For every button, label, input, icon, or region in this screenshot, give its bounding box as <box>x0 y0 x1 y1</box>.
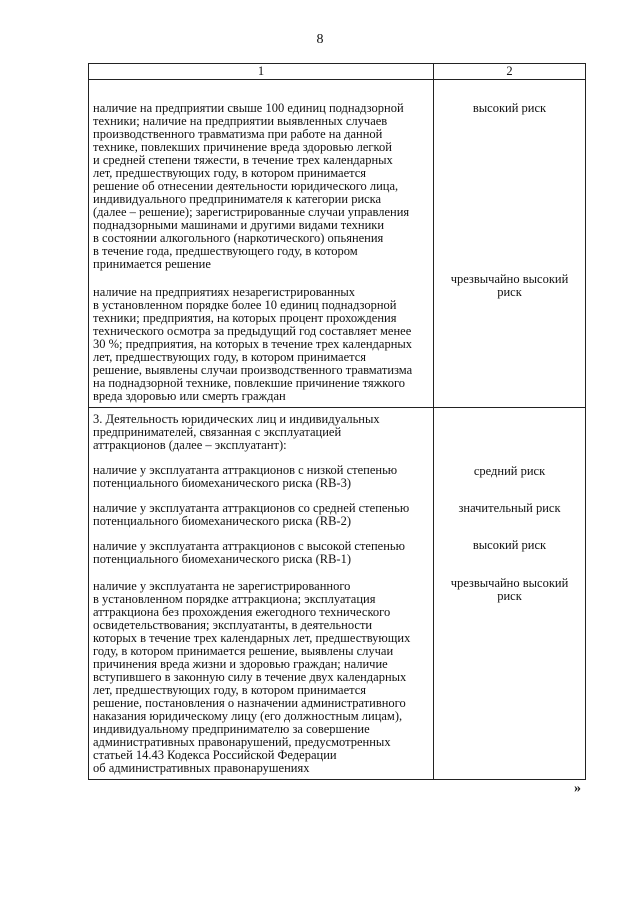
risk-level: чрезвычайно высокий риск <box>450 576 569 603</box>
risk-criteria-table <box>88 63 586 780</box>
risk-level: чрезвычайно высокий риск <box>450 272 569 299</box>
criterion-text: наличие на предприятиях незарегистрированных в установленном порядке более 10 единиц поднадзорной техники; предприятия, на которых процент прохождения технического осмотра за предыдущий год составляет менее 30 %; предприятия, на которых в течение трех календарных лет, предшествующих году, в котором принимается решение, выявлены случаи производственного травматизма на поднадзорной технике, повлекшие причинение тяжкого вреда здоровью или смерть граждан <box>93 285 413 403</box>
closing-quote-mark: » <box>574 781 581 796</box>
risk-level: значительный риск <box>458 501 561 515</box>
column-header-1: 1 <box>89 64 434 80</box>
page-number: 8 <box>316 32 324 47</box>
criterion-text: наличие у эксплуатанта аттракционов со средней степенью потенциального биомеханического риска (RB-2) <box>93 501 410 528</box>
risk-level: высокий риск <box>472 101 547 115</box>
criterion-text: наличие у эксплуатанта аттракционов с высокой степенью потенциального биомеханического риска (RB-1) <box>93 539 405 566</box>
risk-cell <box>434 80 586 408</box>
criteria-cell <box>89 80 434 408</box>
section-title: 3. Деятельность юридических лиц и индивидуальных предпринимателей, связанная с эксплуатацией аттракционов (далее – эксплуатант): <box>93 412 380 452</box>
table-row <box>89 408 586 780</box>
criteria-cell <box>89 408 434 780</box>
criterion-text: наличие у эксплуатанта не зарегистрированного в установленном порядке аттракциона; эксплуатация аттракциона без прохождения ежегодного технического освидетельствования; эксплуатанты, в деятельности которых в течение трех календарных лет, предшествующих году, в котором принимается решение, выявлены случаи причинения вреда жизни и здоровью граждан; наличие вступившего в законную силу в течение двух календарных лет, предшествующих году, в котором принимается решение, постановления о назначении административного наказания юридическому лицу (его должностным лицам), индивидуальному предпринимателю за совершение административных правонарушений, предусмотренных статьей 14.43 Кодекса Российской Федерации об административных правонарушениях <box>93 579 411 775</box>
risk-cell <box>434 408 586 780</box>
table-header-row <box>89 64 586 80</box>
criterion-text: наличие у эксплуатанта аттракционов с низкой степенью потенциального биомеханического риска (RB-3) <box>93 463 398 490</box>
column-header-2: 2 <box>434 64 586 80</box>
criterion-text: наличие на предприятии свыше 100 единиц поднадзорной техники; наличие на предприятии выявленных случаев производственного травматизма при работе на данной технике, повлекших причинение вреда здоровью легкой и средней степени тяжести, в течение трех календарных лет, предшествующих году, в котором принимается решение об отнесении деятельности юридического лица, индивидуального предпринимателя к категории риска (далее – решение); зарегистрированные случаи управления поднадзорными машинами и другими видами техники в состоянии алкогольного (наркотического) опьянения в течение года, предшествующего году, в котором принимается решение <box>93 101 410 271</box>
risk-level: высокий риск <box>472 538 547 552</box>
table-row <box>89 80 586 408</box>
risk-level: средний риск <box>473 464 546 478</box>
